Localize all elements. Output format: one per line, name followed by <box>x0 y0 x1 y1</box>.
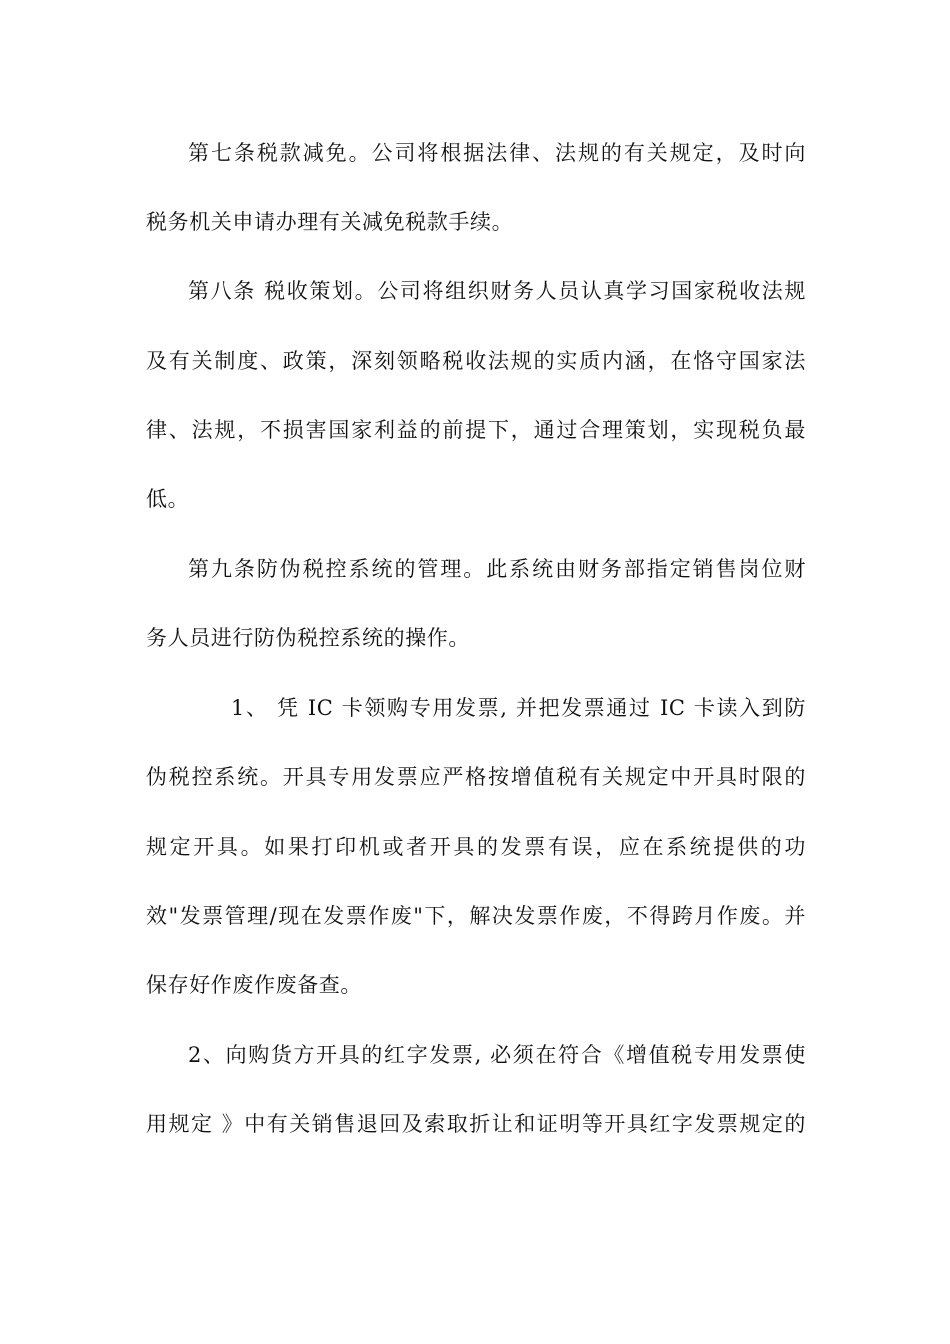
paragraph-line: 1、 凭 IC 卡领购专用发票, 并把发票通过 IC 卡读入到防 <box>231 696 806 720</box>
paragraph-line: 2、向购货方开具的红字发票, 必须在符合《增值税专用发票使 <box>188 1043 806 1067</box>
paragraph-line: 及有关制度、政策，深刻领略税收法规的实质内涵，在恪守国家法 <box>146 349 806 373</box>
paragraph-line: 律、法规，不损害国家利益的前提下，通过合理策划，实现税负最 <box>146 418 806 442</box>
paragraph-line: 第八条 税收策划。公司将组织财务人员认真学习国家税收法规 <box>188 279 806 303</box>
paragraph-line: 低。 <box>146 487 190 511</box>
paragraph-line: 第七条税款减免。公司将根据法律、法规的有关规定，及时向 <box>188 141 806 165</box>
paragraph-line: 第九条防伪税控系统的管理。此系统由财务部指定销售岗位财 <box>188 557 806 581</box>
paragraph-line: 效"发票管理/现在发票作废"下，解决发票作废，不得跨月作废。并 <box>146 904 806 928</box>
paragraph-line: 用规定 》中有关销售退回及索取折让和证明等开具红字发票规定的 <box>146 1112 806 1136</box>
paragraph-line: 保存好作废作废备查。 <box>146 973 362 997</box>
paragraph-line: 务人员进行防伪税控系统的操作。 <box>146 626 470 650</box>
paragraph-line: 税务机关申请办理有关减免税款手续。 <box>146 210 514 234</box>
paragraph-line: 规定开具。如果打印机或者开具的发票有误，应在系统提供的功 <box>146 835 806 859</box>
paragraph-line: 伪税控系统。开具专用发票应严格按增值税有关规定中开具时限的 <box>146 765 806 789</box>
